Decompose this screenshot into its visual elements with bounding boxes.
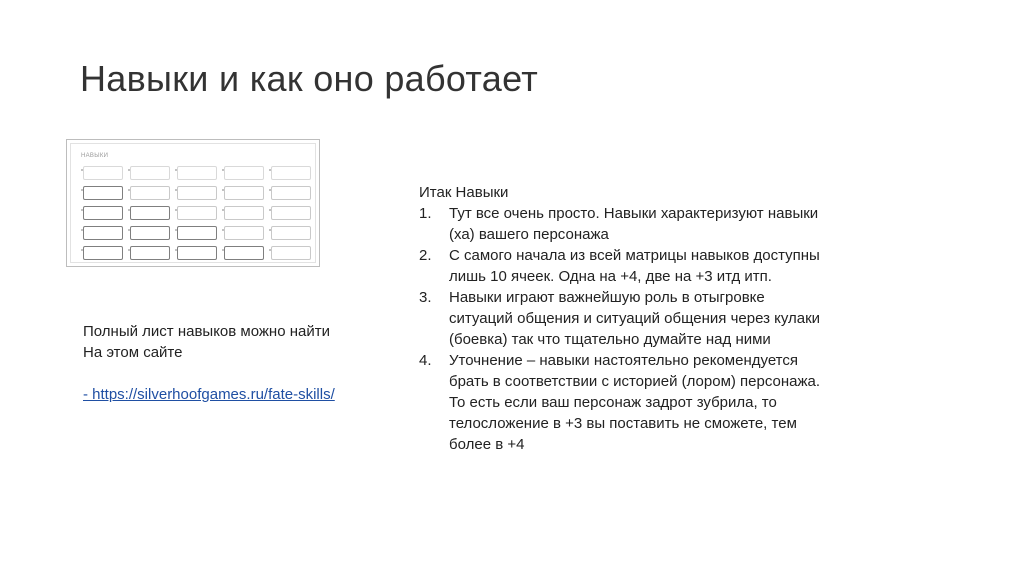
list-item-line: Тут все очень просто. Навыки характеризуют навыки: [449, 205, 819, 222]
list-item-number: 2.: [419, 247, 432, 264]
skill-cell: [271, 166, 311, 180]
list-item-number: 1.: [419, 205, 432, 222]
skills-sheet-header: НАВЫКИ: [81, 153, 109, 159]
list-item-line: То есть если ваш персонаж задрот зубрила, то: [449, 394, 777, 411]
skill-cell: [224, 166, 264, 180]
left-text-line1: Полный лист навыков можно найти: [83, 323, 330, 340]
list-item-line: брать в соответствии с историей (лором) персонажа.: [449, 373, 821, 390]
list-item-number: 3.: [419, 289, 432, 306]
skill-cell: [224, 186, 264, 200]
list-item-line: телосложение в +3 вы поставить не сможете, тем: [449, 415, 797, 432]
slide-title: Навыки и как оно работает: [80, 58, 539, 99]
skill-cell: [224, 226, 264, 240]
list-item-line: более в +4: [449, 436, 525, 453]
skill-cell: [130, 186, 170, 200]
skill-cell: [177, 226, 217, 240]
skill-cell: [83, 246, 123, 260]
skill-cell: [177, 206, 217, 220]
skill-cell: [271, 186, 311, 200]
skill-cell: [83, 166, 123, 180]
list-item-number: 4.: [419, 352, 432, 369]
skill-cell: [271, 246, 311, 260]
skill-cell: [83, 186, 123, 200]
list-item-line: лишь 10 ячеек. Одна на +4, две на +3 итд итп.: [449, 268, 772, 285]
fate-skills-link[interactable]: - https://silverhoofgames.ru/fate-skills/: [83, 386, 335, 403]
skill-cell: [177, 186, 217, 200]
left-text-line2: На этом сайте: [83, 344, 183, 361]
list-item-line: С самого начала из всей матрицы навыков доступны: [449, 247, 820, 264]
right-text-block: [419, 182, 919, 455]
skill-cell: [271, 206, 311, 220]
list-item-line: ситуаций общения и ситуаций общения через кулаки: [449, 310, 821, 327]
skills-sheet-frame: [70, 143, 316, 263]
skill-cell: [271, 226, 311, 240]
skill-cell: [130, 206, 170, 220]
list-item: [419, 287, 919, 350]
skill-cell: [224, 246, 264, 260]
skill-cell: [224, 206, 264, 220]
skill-cell: [130, 166, 170, 180]
list-item-line: Навыки играют важнейшую роль в отыгровке: [449, 289, 765, 306]
skill-cell: [130, 246, 170, 260]
skill-cell: [130, 226, 170, 240]
numbered-list: [419, 203, 919, 455]
skills-grid: [83, 166, 311, 260]
list-item-line: Уточнение – навыки настоятельно рекомендуется: [449, 352, 798, 369]
left-text-block: [83, 321, 335, 405]
list-item: [419, 203, 919, 245]
list-item-line: (боевка) так что тщательно думайте над ними: [449, 331, 771, 348]
list-intro: Итак Навыки: [419, 184, 509, 201]
list-item: [419, 245, 919, 287]
skill-cell: [83, 206, 123, 220]
list-item-line: (ха) вашего персонажа: [449, 226, 609, 243]
list-item: [419, 350, 919, 455]
skill-cell: [177, 246, 217, 260]
skill-cell: [83, 226, 123, 240]
skills-sheet-image: [66, 139, 320, 267]
skill-cell: [177, 166, 217, 180]
